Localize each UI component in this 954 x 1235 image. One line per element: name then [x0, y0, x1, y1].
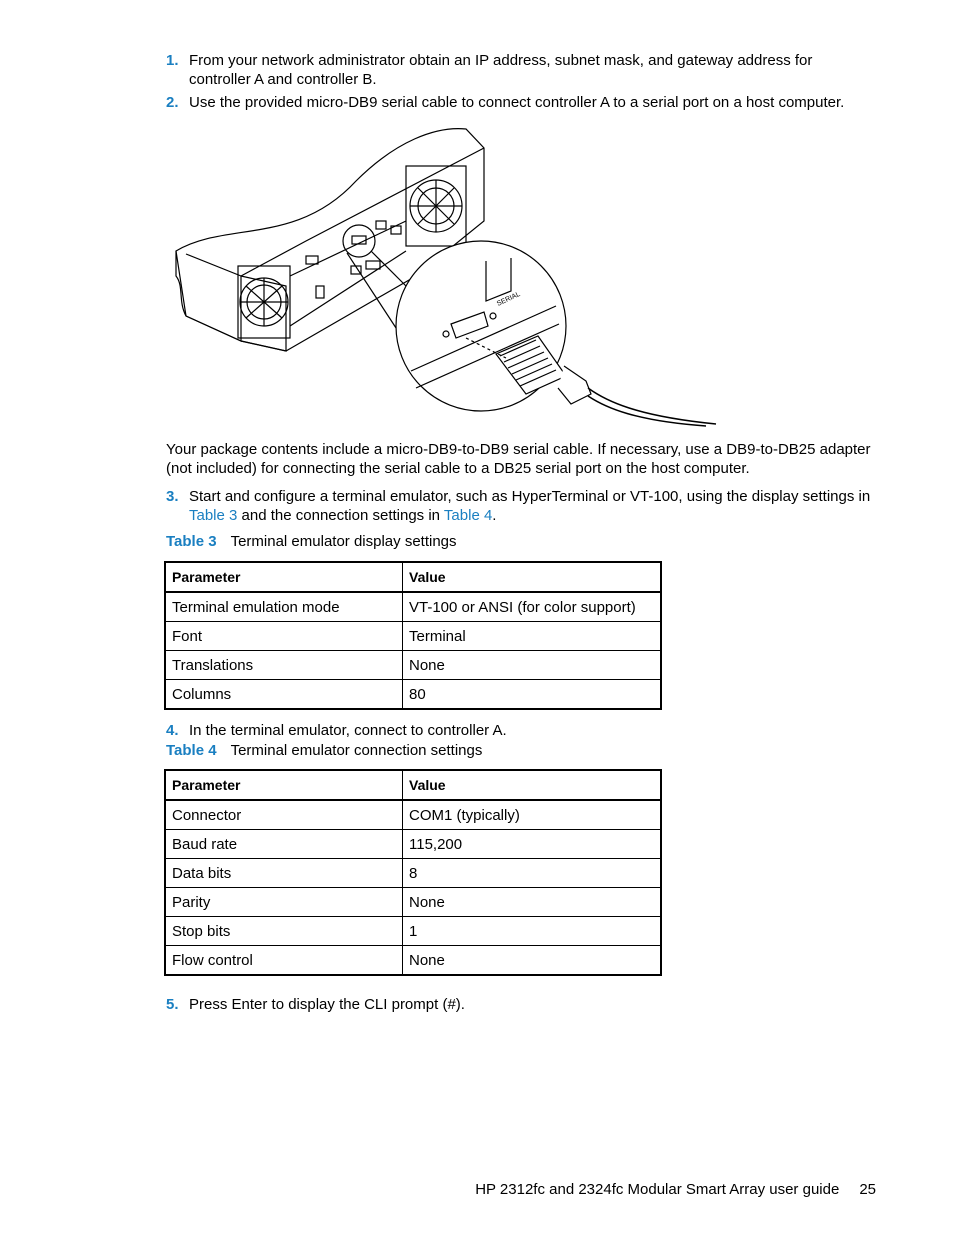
page-footer	[475, 1180, 876, 1199]
table-cell: None	[403, 946, 662, 976]
step-text-part: .	[492, 507, 497, 524]
step-text	[189, 487, 876, 525]
table-title: Terminal emulator connection settings	[230, 742, 483, 759]
column-header: Value	[403, 770, 662, 800]
serial-port-label: SERIAL	[495, 290, 522, 308]
step-text: Use the provided micro-DB9 serial cable to connect controller A to a serial port on a host computer.	[189, 94, 845, 111]
page-number: 25	[859, 1181, 876, 1198]
serial-connection-illustration	[166, 126, 726, 431]
connection-settings-table	[164, 769, 662, 976]
table-row	[165, 622, 661, 651]
table-cell: COM1 (typically)	[403, 800, 662, 830]
table-cell: 115,200	[403, 830, 662, 859]
table-label: Table 3	[166, 533, 217, 550]
table-cell: Data bits	[165, 859, 403, 888]
step-5	[166, 995, 876, 1014]
table-row	[165, 592, 661, 622]
table-cell: Translations	[165, 651, 403, 680]
table-row	[165, 680, 661, 710]
table-cell: Columns	[165, 680, 403, 710]
table-4-link[interactable]: Table 4	[443, 507, 493, 524]
step-text: Press Enter to display the CLI prompt (#).	[189, 996, 465, 1013]
column-header: Value	[403, 562, 662, 592]
table-cell: None	[403, 651, 662, 680]
step-text-part: and the connection settings in	[237, 507, 444, 524]
table-cell: Font	[165, 622, 403, 651]
column-header: Parameter	[165, 770, 403, 800]
step-3	[166, 487, 876, 525]
step-text: From your network administrator obtain an IP address, subnet mask, and gateway address for controller A and controller B.	[189, 52, 813, 88]
table-row	[165, 859, 661, 888]
footer-title: HP 2312fc and 2324fc Modular Smart Array user guide	[475, 1181, 840, 1198]
table-4-caption	[166, 741, 482, 760]
table-cell: 80	[403, 680, 662, 710]
step-number: 2.	[166, 94, 179, 111]
table-cell: VT-100 or ANSI (for color support)	[403, 592, 662, 622]
table-row	[165, 800, 661, 830]
table-cell: Flow control	[165, 946, 403, 976]
step-number: 3.	[166, 488, 179, 505]
step-text: In the terminal emulator, connect to controller A.	[189, 722, 507, 739]
step-2	[166, 93, 876, 112]
table-cell: Terminal emulation mode	[165, 592, 403, 622]
table-cell: None	[403, 888, 662, 917]
step-4	[166, 721, 876, 740]
display-settings-table	[164, 561, 662, 710]
table-cell: Connector	[165, 800, 403, 830]
table-cell: Stop bits	[165, 917, 403, 946]
table-3-link[interactable]: Table 3	[189, 507, 238, 524]
table-cell: 1	[403, 917, 662, 946]
step-number: 1.	[166, 52, 179, 69]
table-row	[165, 651, 661, 680]
table-header-row	[165, 770, 661, 800]
column-header: Parameter	[165, 562, 403, 592]
step-number: 5.	[166, 996, 179, 1013]
table-cell: Baud rate	[165, 830, 403, 859]
table-cell: Parity	[165, 888, 403, 917]
table-cell: Terminal	[403, 622, 662, 651]
table-title: Terminal emulator display settings	[230, 533, 457, 550]
step-number: 4.	[166, 722, 179, 739]
table-row	[165, 946, 661, 976]
step-1	[166, 51, 876, 89]
table-label: Table 4	[166, 742, 217, 759]
table-row	[165, 917, 661, 946]
table-3-caption	[166, 532, 457, 551]
table-cell: 8	[403, 859, 662, 888]
table-row	[165, 830, 661, 859]
step-text-part: Start and configure a terminal emulator, such as HyperTerminal or VT-100, using the display settings in	[189, 488, 871, 505]
table-header-row	[165, 562, 661, 592]
table-row	[165, 888, 661, 917]
package-note: Your package contents include a micro-DB9-to-DB9 serial cable. If necessary, use a DB9-to-DB25 adapter (not included) for connecting the serial cable to a DB25 serial port on the host computer.	[166, 441, 871, 477]
